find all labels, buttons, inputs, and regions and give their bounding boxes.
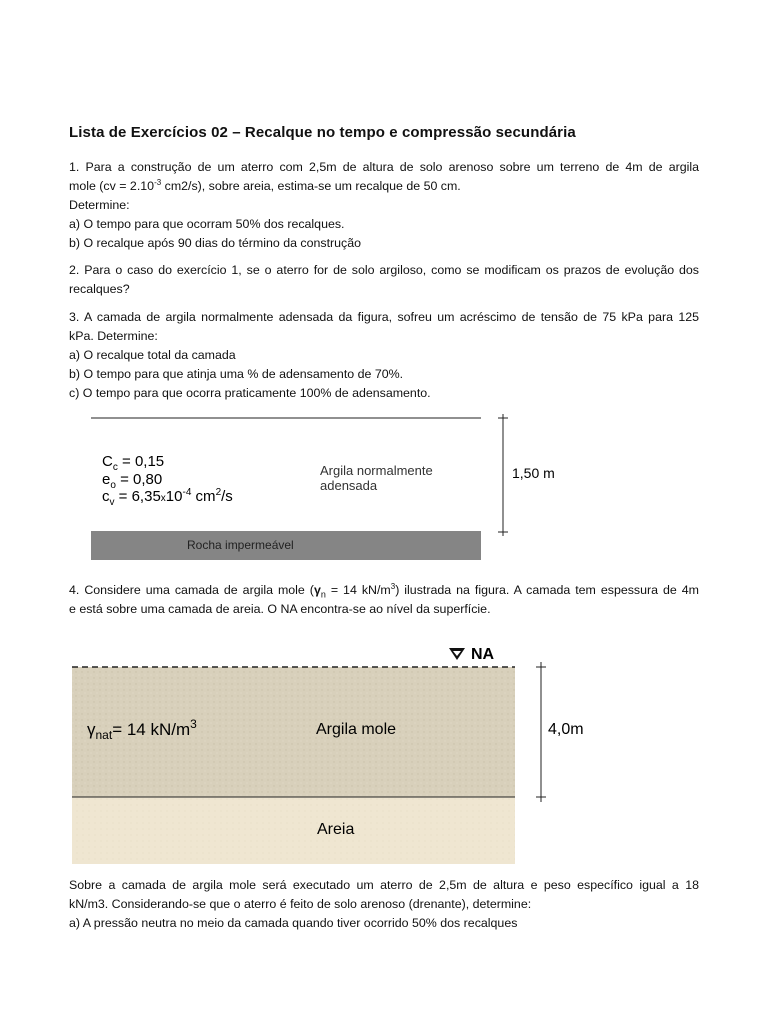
q3-item-b: b) O tempo para que atinja uma % de adensamento de 70%.	[69, 367, 404, 381]
cc-parameter: $C_c = 0,15$	[102, 453, 165, 473]
thickness-label: 4,0m	[548, 721, 584, 738]
q3-line-1: 3. A camada de argila normalmente adensada da figura, sofreu um acréscimo de tensão de 75 kPa para 125	[69, 310, 699, 324]
q1-line-3: Determine:	[69, 198, 130, 212]
unit-weight-label: $\gamma_{nat}= 14$ $kN/m^3$	[87, 717, 197, 742]
q3-item-c: c) O tempo para que ocorra praticamente 100% de adensamento.	[69, 386, 431, 400]
question-1	[69, 158, 699, 253]
q4b-item-a: a) A pressão neutra no meio da camada quando tiver ocorrido 50% dos recalques	[69, 916, 518, 930]
layer-label-line-2: adensada	[320, 478, 378, 493]
cv-parameter: $c_v = 6,35x10^{-4}$ $cm^2/s$	[102, 487, 233, 508]
na-label: NA	[471, 646, 495, 663]
q4-line-2: e está sobre uma camada de areia. O NA encontra-se ao nível da superfície.	[69, 602, 491, 616]
q3-item-a: a) O recalque total da camada	[69, 348, 236, 362]
q1-item-b: b) O recalque após 90 dias do término da construção	[69, 236, 362, 250]
q4b-line-1: Sobre a camada de argila mole será executado um aterro de 2,5m de altura e peso específico igual a 18	[69, 878, 699, 892]
q3-line-2: kPa. Determine:	[69, 329, 158, 343]
q1-item-a: a) O tempo para que ocorram 50% dos recalques.	[69, 217, 345, 231]
rock-label: Rocha impermeável	[187, 538, 294, 552]
q4-line-1: 4. Considere uma camada de argila mole ($\gamma_n = 14$ $kN/m^3$) ilustrada na figura. A camada tem espessura de 4m	[69, 581, 699, 600]
eo-parameter: $e_o = 0,80$	[102, 471, 163, 491]
q1-line-2: mole ($cv = 2.10^{-3}$ cm2/s), sobre areia, estima-se um recalque de 50 cm.	[69, 177, 461, 193]
q2-line-2: recalques?	[69, 282, 130, 296]
thickness-label: 1,50 m	[512, 465, 555, 481]
clay-label: Argila mole	[316, 721, 397, 738]
q1-line-1: 1. Para a construção de um aterro com 2,5m de altura de solo arenoso sobre um terreno de 4m de argila	[69, 160, 699, 174]
q2-line-1: 2. Para o caso do exercício 1, se o aterro for de solo argiloso, como se modificam os prazos de evolução dos	[69, 263, 699, 277]
question-4	[69, 581, 699, 619]
figure-2-soft-clay	[69, 634, 599, 866]
question-3	[69, 308, 699, 403]
sand-label: Areia	[317, 821, 355, 838]
question-2	[69, 261, 699, 299]
q4b-line-2: kN/m3. Considerando-se que o aterro é feito de solo arenoso (drenante), determine:	[69, 897, 532, 911]
question-4-continued	[69, 876, 699, 933]
layer-label-line-1: Argila normalmente	[320, 463, 433, 478]
sand-layer	[72, 797, 515, 864]
figure-1-clay-layer	[69, 404, 569, 569]
page-title: Lista de Exercícios 02 – Recalque no tempo e compressão secundária	[69, 124, 576, 141]
